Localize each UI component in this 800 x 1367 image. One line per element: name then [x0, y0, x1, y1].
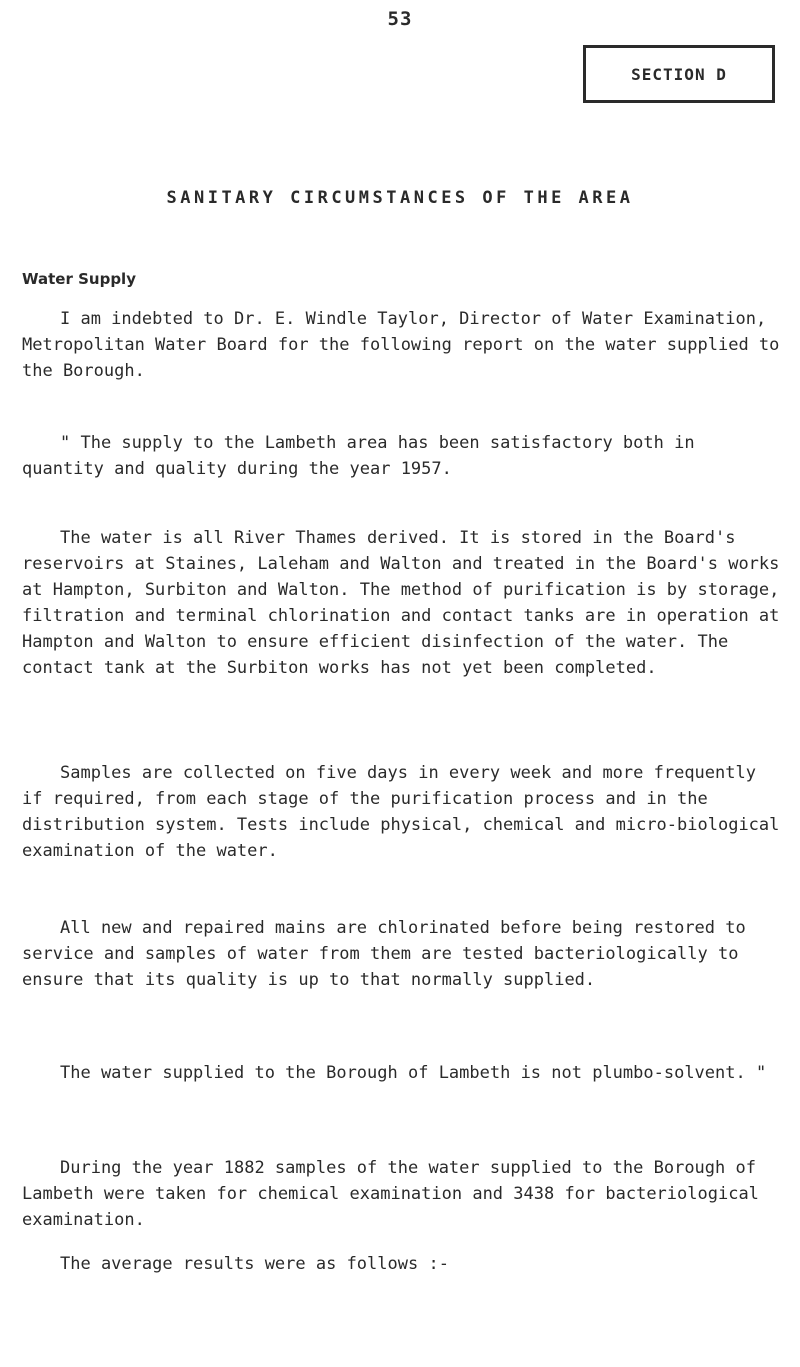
paragraph-supply-quote: " The supply to the Lambeth area has been satisfactory both in quantity and quality during the year 1957.	[22, 433, 695, 479]
paragraph-intro: I am indebted to Dr. E. Windle Taylor, Director of Water Examination, Metropolitan Water Board for the following report on the water supplied to the Borough.	[22, 309, 780, 381]
paragraph-source-treatment: The water is all River Thames derived. It is stored in the Board's reservoirs at Staines, Laleham and Walton and treated in the Board's works at Hampton, Surbiton and Walton. The method of purification is by storage, filtration and terminal chlorination and contact tanks are in operation at Hampton and Walton to ensure efficient disinfection of the water. The contact tank at the Surbiton works has not yet been completed.	[22, 528, 780, 678]
page-number: 53	[387, 8, 413, 30]
paragraph-mains: All new and repaired mains are chlorinated before being restored to service and samples of water from them are tested bacteriologically to ensure that its quality is up to that normally supplied.	[22, 918, 746, 990]
paragraph-sample-counts: During the year 1882 samples of the water supplied to the Borough of Lambeth were taken for chemical examination and 3438 for bacteriological examination.	[22, 1158, 759, 1230]
paragraph-plumbo-solvency: The water supplied to the Borough of Lambeth is not plumbo-solvent. "	[60, 1063, 767, 1083]
page-title: SANITARY CIRCUMSTANCES OF THE AREA	[166, 188, 634, 208]
paragraph-average-results: The average results were as follows :-	[60, 1254, 449, 1274]
section-label: SECTION D	[631, 64, 727, 84]
paragraph-sampling: Samples are collected on five days in every week and more frequently if required, from each stage of the purification process and in the distribution system. Tests include physical, chemical and micro-biological examination of the water.	[22, 763, 780, 861]
section-label-box	[583, 45, 775, 103]
water-supply-heading: Water Supply	[22, 270, 136, 288]
